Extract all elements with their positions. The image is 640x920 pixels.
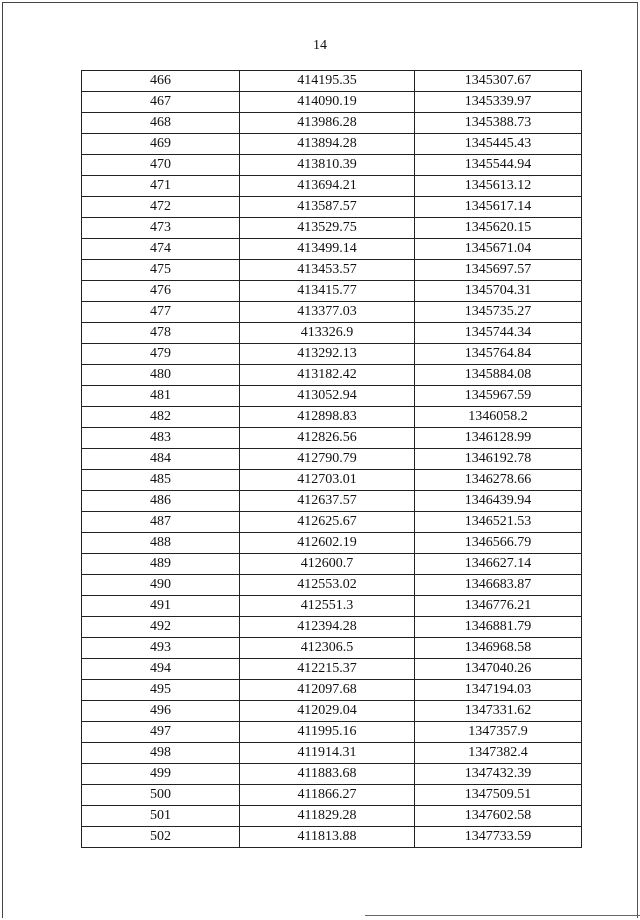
point-number-cell: 473 — [82, 218, 240, 239]
point-number-cell: 486 — [82, 491, 240, 512]
table-row — [82, 428, 582, 449]
point-number-cell: 484 — [82, 449, 240, 470]
x-coordinate-cell: 412215.37 — [240, 659, 415, 680]
table-row — [82, 365, 582, 386]
x-coordinate-cell: 413326.9 — [240, 323, 415, 344]
table-row — [82, 218, 582, 239]
table-row — [82, 449, 582, 470]
x-coordinate-cell: 412790.79 — [240, 449, 415, 470]
point-number-cell: 468 — [82, 113, 240, 134]
x-coordinate-cell: 413810.39 — [240, 155, 415, 176]
table-row — [82, 743, 582, 764]
table-row — [82, 722, 582, 743]
table-row — [82, 491, 582, 512]
x-coordinate-cell: 413453.57 — [240, 260, 415, 281]
table-row — [82, 806, 582, 827]
table-row — [82, 197, 582, 218]
table-row — [82, 239, 582, 260]
table-row — [82, 113, 582, 134]
table-row — [82, 71, 582, 92]
x-coordinate-cell: 413694.21 — [240, 176, 415, 197]
coordinates-table-body — [82, 71, 582, 848]
point-number-cell: 472 — [82, 197, 240, 218]
x-coordinate-cell: 411883.68 — [240, 764, 415, 785]
y-coordinate-cell: 1345697.57 — [415, 260, 582, 281]
point-number-cell: 471 — [82, 176, 240, 197]
table-row — [82, 134, 582, 155]
table-row — [82, 386, 582, 407]
point-number-cell: 488 — [82, 533, 240, 554]
x-coordinate-cell: 412637.57 — [240, 491, 415, 512]
point-number-cell: 491 — [82, 596, 240, 617]
table-row — [82, 764, 582, 785]
point-number-cell: 489 — [82, 554, 240, 575]
x-coordinate-cell: 413377.03 — [240, 302, 415, 323]
table-row — [82, 281, 582, 302]
x-coordinate-cell: 412602.19 — [240, 533, 415, 554]
point-number-cell: 478 — [82, 323, 240, 344]
point-number-cell: 502 — [82, 827, 240, 848]
point-number-cell: 500 — [82, 785, 240, 806]
x-coordinate-cell: 413052.94 — [240, 386, 415, 407]
point-number-cell: 485 — [82, 470, 240, 491]
y-coordinate-cell: 1346058.2 — [415, 407, 582, 428]
y-coordinate-cell: 1346627.14 — [415, 554, 582, 575]
point-number-cell: 475 — [82, 260, 240, 281]
point-number-cell: 467 — [82, 92, 240, 113]
x-coordinate-cell: 412097.68 — [240, 680, 415, 701]
x-coordinate-cell: 412029.04 — [240, 701, 415, 722]
y-coordinate-cell: 1345967.59 — [415, 386, 582, 407]
table-row — [82, 680, 582, 701]
point-number-cell: 487 — [82, 512, 240, 533]
point-number-cell: 493 — [82, 638, 240, 659]
page-number: 14 — [313, 38, 327, 53]
point-number-cell: 499 — [82, 764, 240, 785]
table-row — [82, 155, 582, 176]
y-coordinate-cell: 1345764.84 — [415, 344, 582, 365]
point-number-cell: 483 — [82, 428, 240, 449]
y-coordinate-cell: 1346128.99 — [415, 428, 582, 449]
y-coordinate-cell: 1347602.58 — [415, 806, 582, 827]
y-coordinate-cell: 1345620.15 — [415, 218, 582, 239]
point-number-cell: 469 — [82, 134, 240, 155]
x-coordinate-cell: 413529.75 — [240, 218, 415, 239]
table-row — [82, 617, 582, 638]
x-coordinate-cell: 413292.13 — [240, 344, 415, 365]
x-coordinate-cell: 413182.42 — [240, 365, 415, 386]
point-number-cell: 501 — [82, 806, 240, 827]
y-coordinate-cell: 1346881.79 — [415, 617, 582, 638]
x-coordinate-cell: 413415.77 — [240, 281, 415, 302]
point-number-cell: 480 — [82, 365, 240, 386]
y-coordinate-cell: 1347509.51 — [415, 785, 582, 806]
table-row — [82, 554, 582, 575]
x-coordinate-cell: 412898.83 — [240, 407, 415, 428]
table-row — [82, 533, 582, 554]
x-coordinate-cell: 414090.19 — [240, 92, 415, 113]
table-row — [82, 176, 582, 197]
point-number-cell: 494 — [82, 659, 240, 680]
x-coordinate-cell: 411914.31 — [240, 743, 415, 764]
y-coordinate-cell: 1346192.78 — [415, 449, 582, 470]
table-row — [82, 512, 582, 533]
table-row — [82, 575, 582, 596]
x-coordinate-cell: 412306.5 — [240, 638, 415, 659]
y-coordinate-cell: 1346566.79 — [415, 533, 582, 554]
x-coordinate-cell: 413587.57 — [240, 197, 415, 218]
coordinates-table — [81, 70, 582, 848]
y-coordinate-cell: 1346968.58 — [415, 638, 582, 659]
point-number-cell: 477 — [82, 302, 240, 323]
y-coordinate-cell: 1346776.21 — [415, 596, 582, 617]
point-number-cell: 476 — [82, 281, 240, 302]
y-coordinate-cell: 1345388.73 — [415, 113, 582, 134]
table-row — [82, 92, 582, 113]
x-coordinate-cell: 412703.01 — [240, 470, 415, 491]
y-coordinate-cell: 1345613.12 — [415, 176, 582, 197]
y-coordinate-cell: 1345704.31 — [415, 281, 582, 302]
table-row — [82, 638, 582, 659]
y-coordinate-cell: 1346278.66 — [415, 470, 582, 491]
x-coordinate-cell: 414195.35 — [240, 71, 415, 92]
point-number-cell: 474 — [82, 239, 240, 260]
y-coordinate-cell: 1347194.03 — [415, 680, 582, 701]
point-number-cell: 466 — [82, 71, 240, 92]
x-coordinate-cell: 411995.16 — [240, 722, 415, 743]
table-row — [82, 596, 582, 617]
point-number-cell: 496 — [82, 701, 240, 722]
x-coordinate-cell: 412394.28 — [240, 617, 415, 638]
table-row — [82, 659, 582, 680]
x-coordinate-cell: 413894.28 — [240, 134, 415, 155]
point-number-cell: 481 — [82, 386, 240, 407]
table-row — [82, 344, 582, 365]
x-coordinate-cell: 413986.28 — [240, 113, 415, 134]
y-coordinate-cell: 1346439.94 — [415, 491, 582, 512]
y-coordinate-cell: 1347331.62 — [415, 701, 582, 722]
table-row — [82, 785, 582, 806]
table-row — [82, 323, 582, 344]
y-coordinate-cell: 1347432.39 — [415, 764, 582, 785]
x-coordinate-cell: 413499.14 — [240, 239, 415, 260]
x-coordinate-cell: 411813.88 — [240, 827, 415, 848]
x-coordinate-cell: 412553.02 — [240, 575, 415, 596]
y-coordinate-cell: 1347357.9 — [415, 722, 582, 743]
y-coordinate-cell: 1347382.4 — [415, 743, 582, 764]
point-number-cell: 479 — [82, 344, 240, 365]
x-coordinate-cell: 412600.7 — [240, 554, 415, 575]
y-coordinate-cell: 1346521.53 — [415, 512, 582, 533]
y-coordinate-cell: 1345884.08 — [415, 365, 582, 386]
table-row — [82, 302, 582, 323]
x-coordinate-cell: 412826.56 — [240, 428, 415, 449]
table-row — [82, 470, 582, 491]
y-coordinate-cell: 1345744.34 — [415, 323, 582, 344]
y-coordinate-cell: 1345617.14 — [415, 197, 582, 218]
point-number-cell: 470 — [82, 155, 240, 176]
y-coordinate-cell: 1346683.87 — [415, 575, 582, 596]
y-coordinate-cell: 1345445.43 — [415, 134, 582, 155]
point-number-cell: 490 — [82, 575, 240, 596]
y-coordinate-cell: 1345307.67 — [415, 71, 582, 92]
point-number-cell: 495 — [82, 680, 240, 701]
point-number-cell: 497 — [82, 722, 240, 743]
point-number-cell: 498 — [82, 743, 240, 764]
y-coordinate-cell: 1345671.04 — [415, 239, 582, 260]
point-number-cell: 492 — [82, 617, 240, 638]
table-row — [82, 827, 582, 848]
y-coordinate-cell: 1345735.27 — [415, 302, 582, 323]
x-coordinate-cell: 411829.28 — [240, 806, 415, 827]
x-coordinate-cell: 412551.3 — [240, 596, 415, 617]
table-row — [82, 407, 582, 428]
x-coordinate-cell: 411866.27 — [240, 785, 415, 806]
y-coordinate-cell: 1345339.97 — [415, 92, 582, 113]
bottom-edge-line — [365, 915, 640, 916]
table-row — [82, 701, 582, 722]
point-number-cell: 482 — [82, 407, 240, 428]
y-coordinate-cell: 1347733.59 — [415, 827, 582, 848]
x-coordinate-cell: 412625.67 — [240, 512, 415, 533]
table-row — [82, 260, 582, 281]
y-coordinate-cell: 1345544.94 — [415, 155, 582, 176]
y-coordinate-cell: 1347040.26 — [415, 659, 582, 680]
